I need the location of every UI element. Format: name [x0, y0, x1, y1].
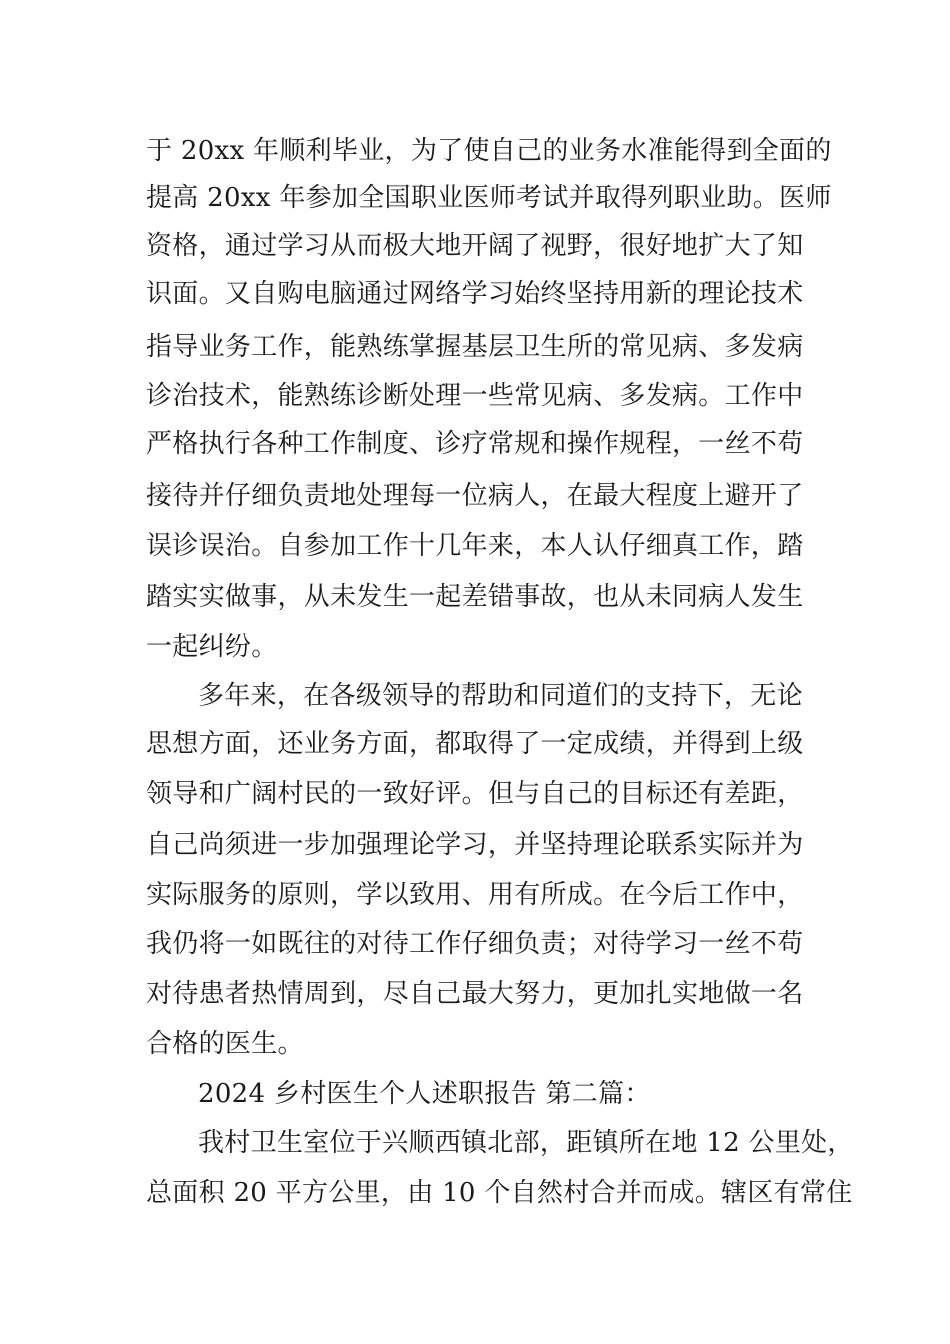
text-line: 自己尚须进一步加强理论学习，并坚持理论联系实际并为 — [146, 830, 804, 860]
text-line: 识面。又自购电脑通过网络学习始终坚持用新的理论技术 — [146, 279, 804, 309]
text-line: 合格的医生。 — [146, 1029, 304, 1059]
text-line: 实际服务的原则，学以致用、用有所成。在今后工作中， — [146, 880, 804, 910]
text-line: 资格，通过学习从而极大地开阔了视野，很好地扩大了知 — [146, 231, 804, 261]
text-line: 于 20xx 年顺利毕业，为了使自己的业务水准能得到全面的 — [146, 136, 832, 166]
text-line: 对待患者热情周到，尽自己最大努力，更加扎实地做一名 — [146, 979, 804, 1009]
text-line: 我村卫生室位于兴顺西镇北部，距镇所在地 12 公里处， — [198, 1128, 854, 1158]
text-line: 一起纠纷。 — [146, 632, 278, 662]
text-line: 接待并仔细负责地处理每一位病人，在最大程度上避开了 — [146, 481, 804, 511]
text-line: 我仍将一如既往的对待工作仔细负责；对待学习一丝不苟 — [146, 929, 804, 959]
text-line: 领导和广阔村民的一致好评。但与自己的目标还有差距， — [146, 779, 804, 809]
text-line: 提高 20xx 年参加全国职业医师考试并取得列职业助。医师 — [146, 183, 832, 213]
text-line: 诊治技术，能熟练诊断处理一些常见病、多发病。工作中 — [146, 381, 804, 411]
text-line: 思想方面，还业务方面，都取得了一定成绩，并得到上级 — [146, 729, 804, 759]
text-line: 踏实实做事，从未发生一起差错事故，也从未同病人发生 — [146, 582, 804, 612]
text-line: 总面积 20 平方公里，由 10 个自然村合并而成。辖区有常住 — [146, 1178, 853, 1208]
text-line: 指导业务工作，能熟练掌握基层卫生所的常见病、多发病 — [146, 332, 804, 362]
text-line: 多年来，在各级领导的帮助和同道们的支持下，无论 — [198, 681, 803, 711]
text-line: 误诊误治。自参加工作十几年来，本人认仔细真工作，踏 — [146, 531, 804, 561]
text-line: 严格执行各种工作制度、诊疗常规和操作规程，一丝不苟 — [146, 429, 804, 459]
section-heading: 2024 乡村医生个人述职报告 第二篇： — [198, 1079, 651, 1109]
